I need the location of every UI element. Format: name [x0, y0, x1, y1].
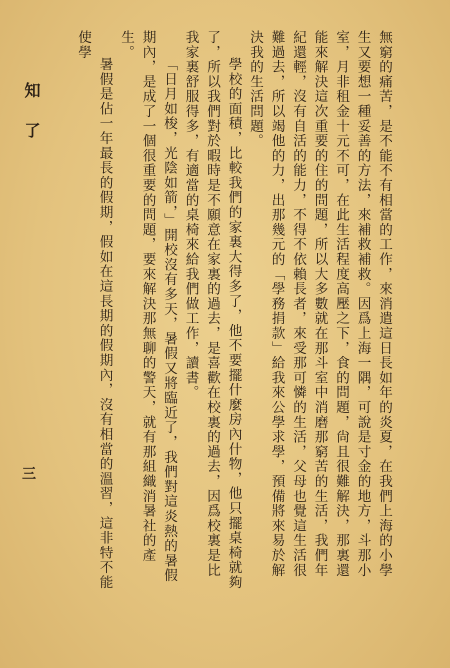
paragraph-1: 無窮的痛苦，是不能不有相當的工作，來消遣這日長如年的炎夏，在我們上海的小學生又要想一種妥善的方法，來補救補救。因爲上海一隅，可說是寸金的地方，斗那小室，月非租金十元不可，在此生活程度高壓之下，食的問題，尙且很難解決，那裏還能來解決這次重要的住的問題，所以大多數就在那斗室中消磨那窮苦的生活，我們年紀還輕，沒有自活的能力，不得不依賴長者，來受那可憐的生活，父母也覺這生活很難過去，所以竭他的力，出那幾元的「學務捐款」給我來公學求學，預備將來易於解決我的生活問題。: [247, 30, 392, 578]
page-number: 三: [20, 466, 36, 480]
paragraph-4: 暑假是佔一年最長的假期，假如在這長期的假期內，沒有相當的溫習，這非特不能使學: [75, 30, 113, 590]
running-title: 知了: [22, 82, 41, 162]
paragraph-2: 學校的面積，比較我們的家裏大得多了，他不要擺什麼房內什物，他只擺桌椅就夠了，所以我們對於暇時是不願意在家裏的過去，是喜歡在校裏的過去，因爲校裏是比我家裏舒服得多，有適當的桌椅來給我們做工作，讀書。: [182, 30, 242, 590]
body-text: [40, 30, 394, 590]
paragraph-3: 「日月如梭，光陰如箭，」開校沒有多天，暑假又將臨近了，我們對這炎熱的暑假期內，是成了一個很重要的問題，要來解決那無聊的警天，就有那組織消暑社的產生。: [118, 30, 177, 584]
